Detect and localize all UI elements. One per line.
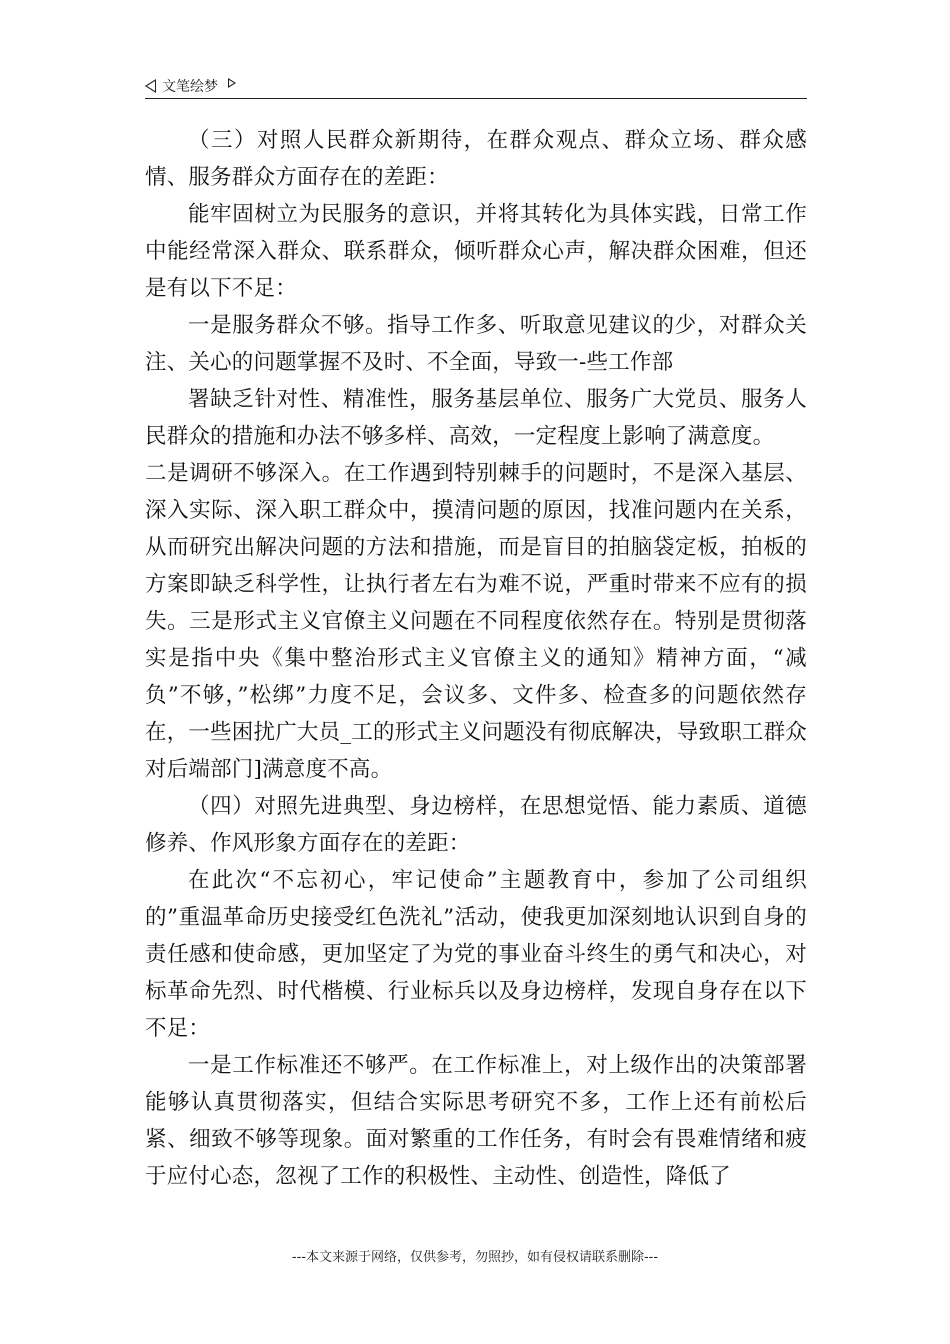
paragraph: 一是服务群众不够。指导工作多、听取意见建议的少，对群众关注、关心的问题掌握不及时、不全面，导致一-些工作部 <box>145 313 807 375</box>
triangle-left-icon <box>145 79 156 93</box>
page-header <box>145 74 807 99</box>
paragraph: 二是调研不够深入。在工作遇到特别棘手的问题时，不是深入基层、深入实际、深入职工群众中，摸清问题的原因，找准问题内在关系，从而研究出解决问题的方法和措施，而是盲目的拍脑袋定板，拍板的方案即缺乏科学性，让执行者左右为难不说，严重时带来不应有的损失。三是形式主义官僚主义问题在不同程度依然存在。特别是贯彻落实是指中央《集中整治形式主义官僚主义的通知》精神方面，“减负”不够，”松绑”力度不足，会议多、文件多、检查多的问题依然存在，一些困扰广大员_工的形式主义问题没有彻底解决，导致职工群众对后端部门]满意度不高。 <box>145 461 807 782</box>
paragraph: 署缺乏针对性、精准性，服务基层单位、服务广大党员、服务人民群众的措施和办法不够多样、高效，一定程度上影响了满意度。 <box>145 387 807 449</box>
paragraph: 能牢固树立为民服务的意识，并将其转化为具体实践，日常工作中能经常深入群众、联系群众，倾听群众心声，解决群众困难，但还是有以下不足： <box>145 202 807 301</box>
header-title: 文笔绘梦 <box>162 79 218 95</box>
triangle-right-icon <box>228 78 236 88</box>
paragraph: 一是工作标准还不够严。在工作标准上，对上级作出的决策部署能够认真贯彻落实，但结合实际思考研究不多，工作上还有前松后紧、细致不够等现象。面对繁重的工作任务，有时会有畏难情绪和疲于应付心态，忽视了工作的积极性、主动性、创造性，降低了 <box>145 1053 807 1189</box>
document-body <box>145 122 807 1195</box>
paragraph: 在此次“不忘初心，牢记使命”主题教育中，参加了公司组织的”重温革命历史接受红色洗礼”活动，使我更加深刻地认识到自身的责任感和使命感，更加坚定了为党的事业奋斗终生的勇气和决心，对标革命先烈、时代楷模、行业标兵以及身边榜样，发现自身存在以下不足： <box>145 868 807 1041</box>
section-four-heading: （四）对照先进典型、身边榜样，在思想觉悟、能力素质、道德修养、作风形象方面存在的差距： <box>145 794 807 856</box>
page-footer: ---本文来源于网络，仅供参考，勿照抄，如有侵权请联系删除--- <box>291 1250 659 1265</box>
section-three-heading: （三）对照人民群众新期待，在群众观点、群众立场、群众感情、服务群众方面存在的差距： <box>145 128 807 190</box>
